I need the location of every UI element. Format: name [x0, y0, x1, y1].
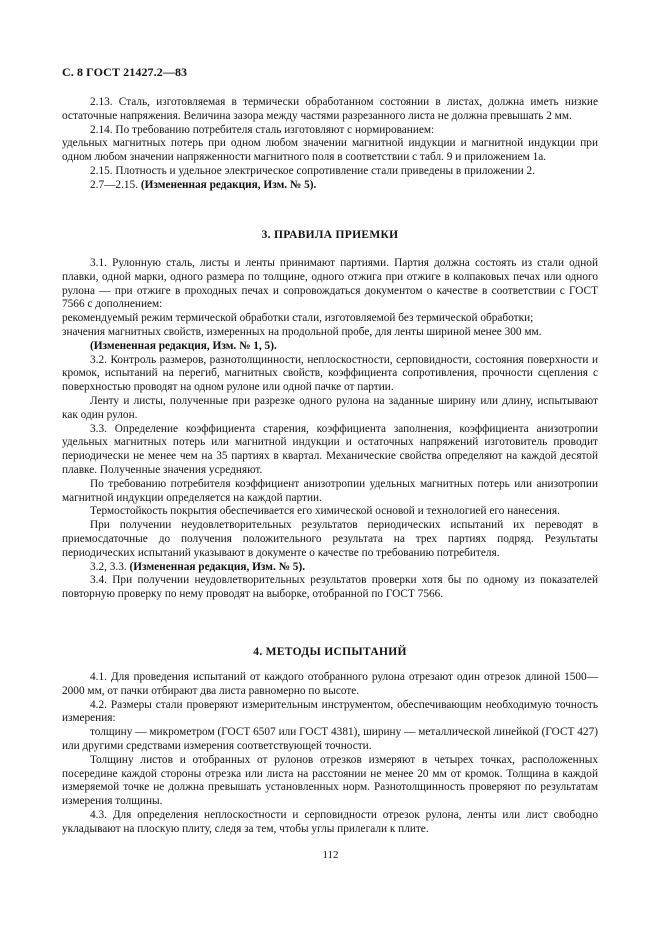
paragraph-text: 2.7—2.15. [90, 178, 141, 191]
section-3-body [62, 257, 598, 602]
paragraph-text: толщину — микрометром (ГОСТ 6507 или ГОСТ 4381), ширину — металлической линейкой (ГОСТ 427) или другими средствами измерения соответствующей точности. [62, 726, 598, 752]
section-3-title: 3. ПРАВИЛА ПРИЕМКИ [261, 229, 399, 241]
paragraph [62, 726, 598, 754]
paragraph-text: удельных магнитных потерь при одном любом значении магнитной индукции и магнитной индукции при одном любом значении напряженности магнитного поля в соответствии с табл. 9 и приложением 1а. [62, 137, 598, 164]
section-4-title: 4. МЕТОДЫ ИСПЫТАНИЙ [253, 646, 407, 658]
section-3 [62, 229, 598, 243]
paragraph-text: 2.14. По требованию потребителя сталь изготовляют с нормированием: [90, 123, 435, 136]
section-4-body [62, 671, 598, 837]
paragraph [62, 312, 598, 326]
paragraph-text: 3.2. Контроль размеров, разнотолщинности, неплоскостности, серповидности, состояния поверхности и кромок, испытаний на перегиб, магнитных свойств, коэффициента сопротивления, прочности сцепления с поверхностью проводят на одном рулоне или одной пачке от партии. [62, 353, 598, 394]
paragraph [62, 478, 598, 506]
paragraph [62, 671, 598, 699]
paragraph-text: 3.2, 3.3. [90, 560, 130, 573]
paragraph-text: При получении неудовлетворительных результатов периодических испытаний их переводят в приемосдаточные до получения положительного результата на трех партиях подряд. Результаты периодических испытаний указывают в документе о качестве по требованию потребителя. [62, 519, 598, 559]
paragraph-text: 4.1. Для проведения испытаний от каждого отобранного рулона отрезают один отрезок длиной 1500—2000 мм, от пачки отбирают два листа равномерно по высоте. [62, 671, 598, 697]
paragraph [62, 519, 598, 560]
paragraph-text: 3.1. Рулонную сталь, листы и ленты принимают партиями. Партия должна состоять из стали одной плавки, одной марки, одного размера по толщине, одного отжига при отжиге в колпаковых печах или одного рулона — при отжиге в проходных печах и сопровождаться документом о качестве в соответствии с ГОСТ 7566 с дополнением: [62, 257, 598, 311]
paragraph [62, 699, 598, 727]
paragraph [62, 561, 598, 575]
section-4 [62, 646, 598, 660]
paragraph-text: 4.3. Для определения неплоскостности и серповидности отрезок рулона, ленты или лист свободно укладывают на плоскую плиту, следя за тем, чтобы углы прилегали к плите. [62, 808, 598, 835]
paragraph-text: Толщину листов и отобранных от рулонов отрезков измеряют в четырех точках, расположенных посередине каждой стороны отрезка или листа на расстоянии не менее 20 мм от кромок. Толщина в каждой измеряемой точке не должна превышать установленных норм. Разнотолщинность проверяют по результатам измерения толщины. [62, 753, 598, 808]
running-header: С. 8 ГОСТ 21427.2—83 [62, 65, 188, 79]
paragraph-text: 2.15. Плотность и удельное электрическое сопротивление стали приведены в приложении 2. [90, 164, 535, 177]
paragraph [62, 96, 598, 124]
paragraph [62, 340, 598, 354]
paragraph [62, 754, 598, 809]
page-number: 112 [322, 849, 339, 861]
paragraph [62, 257, 598, 312]
paragraph-text: значения магнитных свойств, измеренных на продольной пробе, для ленты шириной менее 300 мм. [62, 325, 542, 338]
paragraph-text: 3.3. Определение коэффициента старения, коэффициента заполнения, коэффициента анизотропии удельных магнитных потерь или магнитной индукции и остаточных напряжений изготовитель проводит периодически не менее чем на 35 партиях в квартал. Механические свойства определяют на каждой десятой плавке. Полученные значения усредняют. [62, 422, 598, 476]
paragraph-text: По требованию потребителя коэффициент анизотропии удельных магнитных потерь или анизотропии магнитной индукции определяется на каждой партии. [62, 477, 598, 504]
section-2-continuation [62, 96, 598, 193]
paragraph-text: рекомендуемый режим термической обработки стали, изготовляемой без термической обработки; [62, 312, 534, 325]
paragraph-text: 2.13. Сталь, изготовляемая в термически обработанном состоянии в листах, должна иметь низкие остаточные напряжения. Величина зазора между частями разрезанного листа не должна превышать 2 мм. [62, 96, 598, 122]
paragraph-text: 3.4. При получении неудовлетворительных результатов проверки хотя бы по одному из показателей повторную проверку по нему проводят на выборке, отобранной по ГОСТ 7566. [62, 574, 598, 601]
paragraph [62, 505, 598, 519]
paragraph-text: Термостойкость покрытия обеспечивается его химической основой и технологией его нанесения. [90, 505, 560, 518]
paragraph [62, 326, 598, 340]
amendment-note: (Измененная редакция, Изм. № 5). [140, 178, 317, 191]
paragraph [62, 124, 598, 138]
paragraph [62, 165, 598, 179]
paragraph [62, 574, 598, 602]
paragraph [62, 179, 598, 193]
paragraph [62, 137, 598, 165]
paragraph [62, 395, 598, 423]
paragraph [62, 354, 598, 395]
paragraph-text: Ленту и листы, полученные при разрезке одного рулона на заданные ширину или длину, испытывают как один рулон. [62, 394, 598, 421]
paragraph-text: 4.2. Размеры стали проверяют измерительным инструментом, обеспечивающим необходимую точность измерения: [62, 698, 598, 725]
paragraph [62, 423, 598, 478]
paragraph [62, 809, 598, 837]
amendment-note: (Измененная редакция, Изм. № 1, 5). [90, 339, 277, 352]
amendment-note: (Измененная редакция, Изм. № 5). [129, 560, 306, 573]
